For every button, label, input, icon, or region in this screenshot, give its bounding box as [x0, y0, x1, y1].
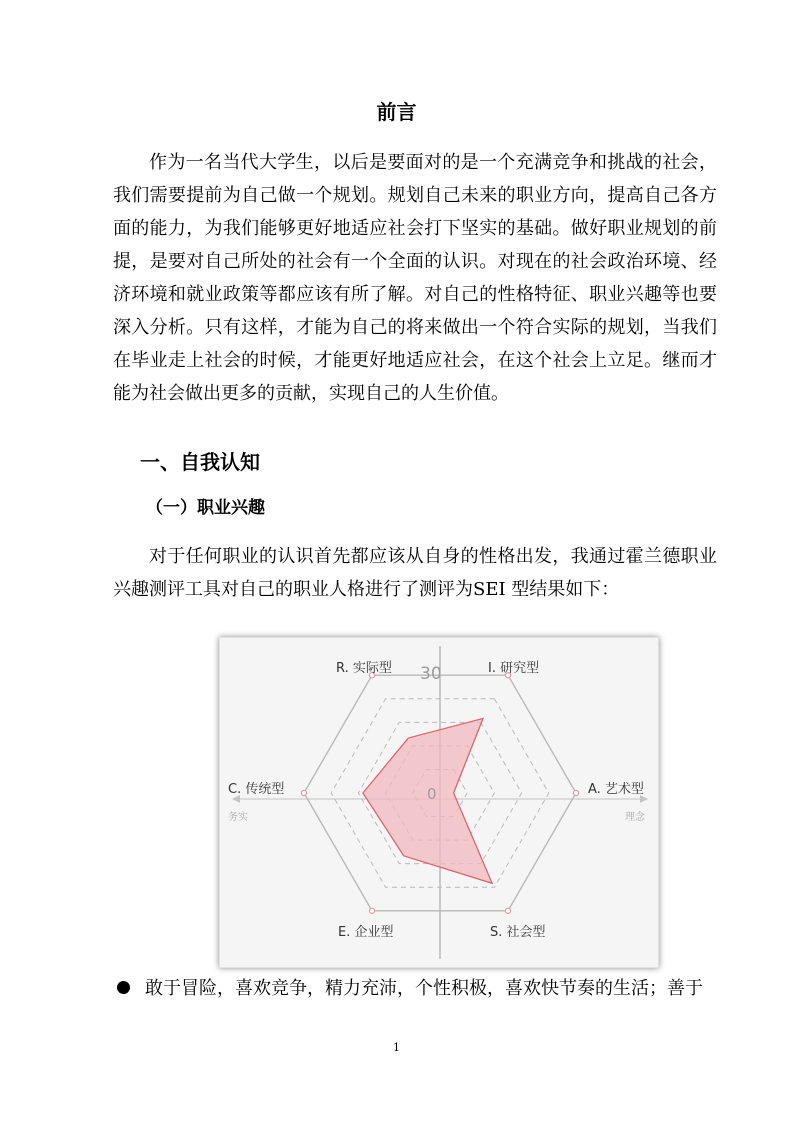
- side-label-left: 务实: [228, 812, 248, 823]
- radar-axis-label: S. 社会型: [490, 925, 546, 940]
- preface-paragraph: 作为一名当代大学生，以后是要面对的是一个充满竞争和挑战的社会，我们需要提前为自己做一个规划。规划自己未来的职业方向，提高自己各方面的能力，为我们能够更好地适应社会打下坚实的基础。做好职业规划的前提，是要对自己所处的社会有一个全面的认识。对现在的社会政治环境、经济环境和就业政策等都应该有所了解。对自己的性格特征、职业兴趣等也要深入分析。只有这样，才能为自己的将来做出一个符合实际的规划，当我们在毕业走上社会的时候，才能更好地适应社会，在这个社会上立足。继而才能为社会做出更多的贡献，实现自己的人生价值。: [113, 152, 717, 404]
- section-heading: 一、自我认知: [140, 450, 260, 474]
- intro-paragraph: 对于任何职业的认识首先都应该从自身的性格出发，我通过霍兰德职业兴趣测评工具对自己的职业人格进行了测评为SEI 型结果如下：: [113, 546, 717, 600]
- page-title: 前言: [376, 100, 417, 124]
- radar-axis-label: C. 传统型: [228, 782, 285, 797]
- bullet-text: 敢于冒险，喜欢竞争，精力充沛，个性积极，喜欢快节奏的生活；善于: [145, 978, 703, 999]
- side-label-right: 理念: [625, 812, 645, 823]
- radar-scale-max-label: 30: [420, 664, 442, 684]
- page-number: 1: [393, 1041, 400, 1054]
- radar-axis-label: I. 研究型: [488, 661, 540, 676]
- radar-scale-min-label: 0: [427, 785, 437, 803]
- radar-axis-label: R. 实际型: [336, 661, 392, 676]
- holland-radar-chart: [219, 637, 659, 968]
- radar-vertex-marker: [505, 908, 510, 913]
- subsection-heading: （一）职业兴趣: [146, 498, 265, 518]
- radar-vertex-marker: [301, 790, 306, 795]
- radar-chart-svg: [220, 638, 658, 967]
- radar-vertex-marker: [369, 908, 374, 913]
- radar-axis-label: A. 艺术型: [588, 782, 644, 797]
- bullet-item: [113, 972, 717, 1005]
- bullet-dot-icon: [117, 981, 130, 994]
- radar-vertex-marker: [573, 790, 578, 795]
- radar-axis-label: E. 企业型: [338, 925, 394, 940]
